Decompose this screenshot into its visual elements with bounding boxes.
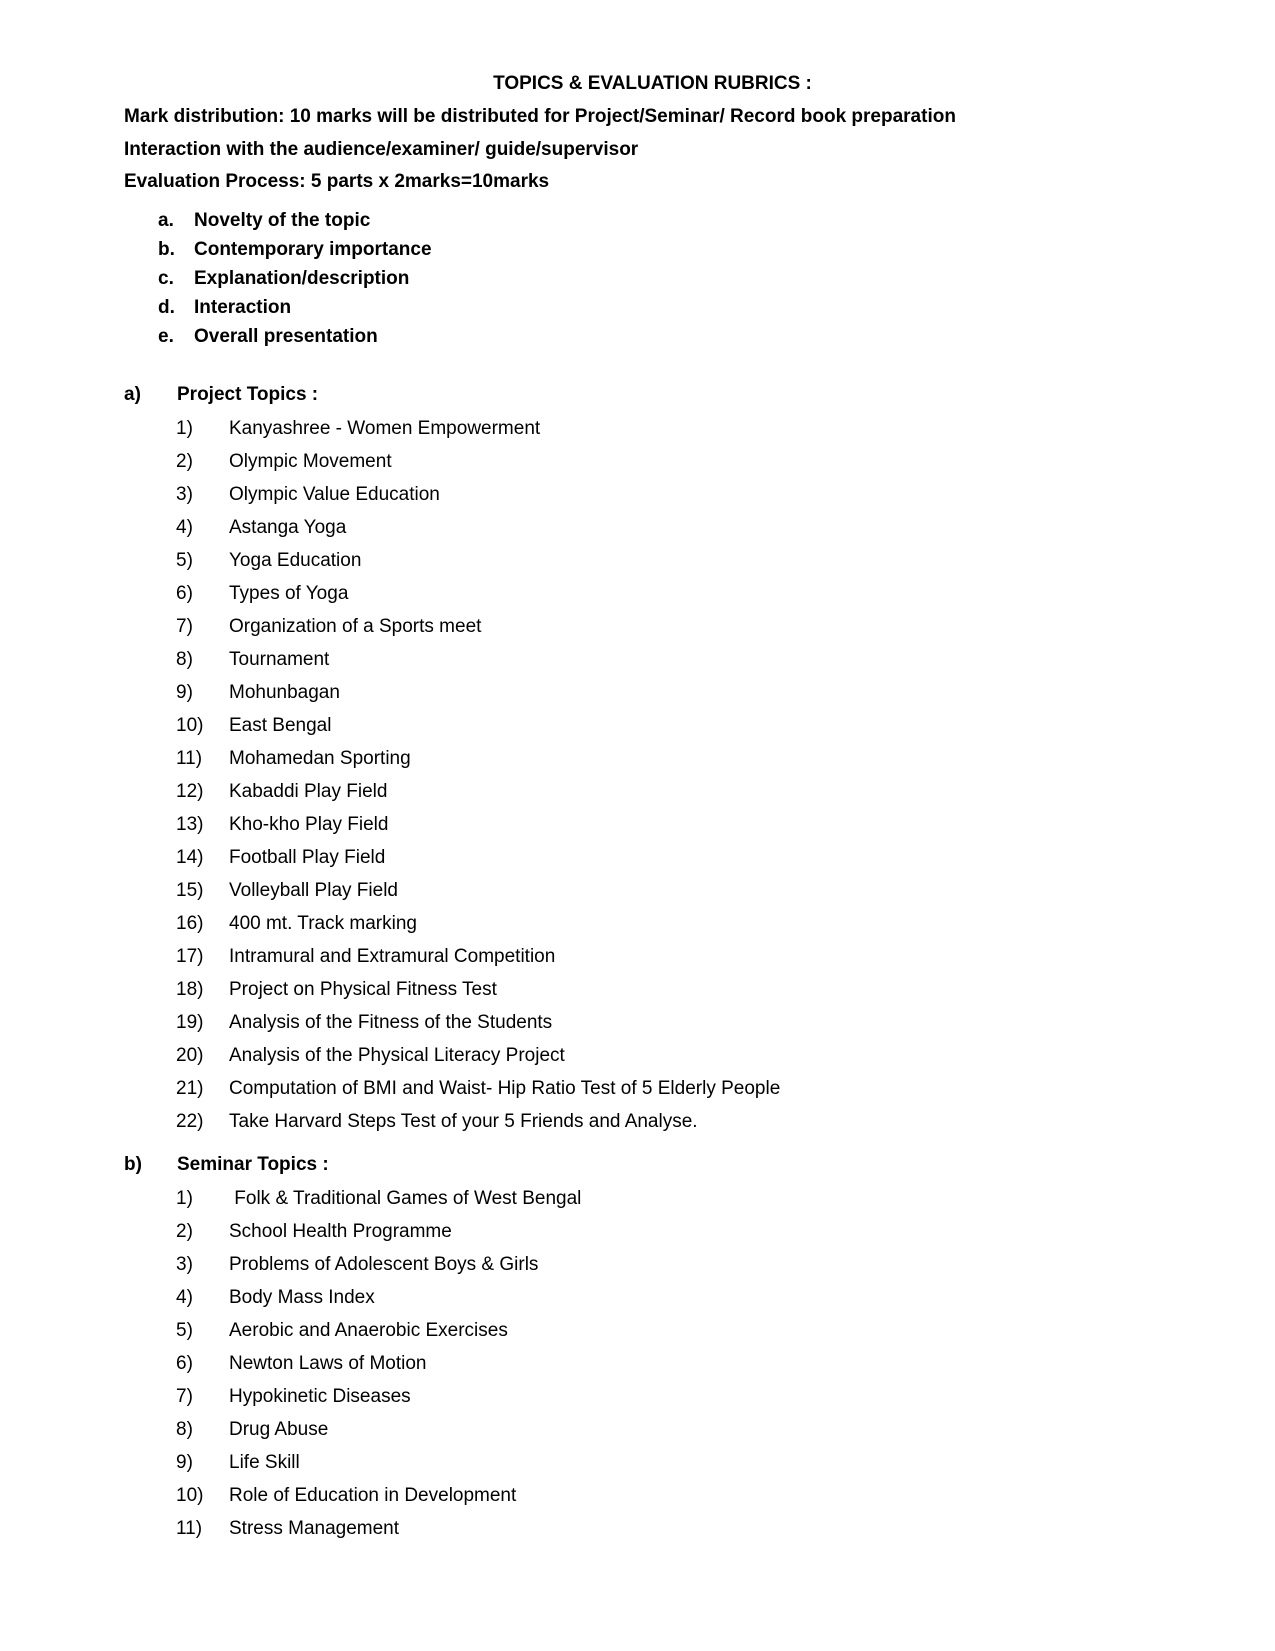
- topic-label: Types of Yoga: [229, 582, 349, 604]
- topic-number: 7): [176, 1385, 193, 1407]
- topic-label: Kho-kho Play Field: [229, 813, 389, 835]
- list-item: [176, 1479, 581, 1512]
- topic-label: Analysis of the Physical Literacy Project: [229, 1044, 565, 1066]
- topic-label: Olympic Movement: [229, 450, 392, 472]
- topic-label: Mohunbagan: [229, 681, 340, 703]
- topic-number: 5): [176, 549, 193, 571]
- topic-label: Life Skill: [229, 1451, 300, 1473]
- topic-number: 4): [176, 1286, 193, 1308]
- topic-number: 2): [176, 450, 193, 472]
- topic-number: 5): [176, 1319, 193, 1341]
- list-item: [176, 1248, 581, 1281]
- topic-label: Kanyashree - Women Empowerment: [229, 417, 541, 439]
- topic-number: 10): [176, 714, 204, 736]
- section-letter: a): [124, 384, 141, 405]
- project-topics-heading: [124, 383, 318, 407]
- topic-number: 13): [176, 813, 204, 835]
- criteria-letter: a.: [158, 209, 174, 231]
- project-topic-list: [176, 412, 780, 1138]
- list-item: [176, 1314, 581, 1347]
- topic-number: 21): [176, 1077, 204, 1099]
- list-item: [176, 643, 780, 676]
- topic-label: Volleyball Play Field: [229, 879, 398, 901]
- topic-number: 8): [176, 1418, 193, 1440]
- list-item: [176, 742, 780, 775]
- list-item: [176, 1413, 581, 1446]
- list-item: [176, 610, 780, 643]
- topic-number: 16): [176, 912, 204, 934]
- list-item: [176, 874, 780, 907]
- topic-number: 1): [176, 1187, 193, 1209]
- topic-label: Astanga Yoga: [229, 516, 347, 538]
- criteria-item: [158, 235, 432, 264]
- list-item: [176, 577, 780, 610]
- list-item: [176, 1039, 780, 1072]
- list-item: [176, 1347, 581, 1380]
- topic-label: Computation of BMI and Waist- Hip Ratio Test of 5 Elderly People: [229, 1077, 781, 1099]
- list-item: [176, 478, 780, 511]
- section-letter: b): [124, 1154, 142, 1175]
- topic-number: 4): [176, 516, 193, 538]
- topic-number: 10): [176, 1484, 204, 1506]
- topic-number: 9): [176, 681, 193, 703]
- criteria-list: [158, 206, 432, 351]
- topic-number: 3): [176, 483, 193, 505]
- criteria-item: [158, 206, 432, 235]
- topic-number: 22): [176, 1110, 204, 1132]
- list-item: [176, 1215, 581, 1248]
- list-item: [176, 775, 780, 808]
- topic-number: 2): [176, 1220, 193, 1242]
- topic-number: 6): [176, 582, 193, 604]
- topic-number: 15): [176, 879, 204, 901]
- list-item: [176, 940, 780, 973]
- topic-number: 11): [176, 747, 203, 769]
- topic-label: Folk & Traditional Games of West Bengal: [229, 1187, 582, 1209]
- mark-distribution: Mark distribution: 10 marks will be distributed for Project/Seminar/ Record book preparation: [124, 106, 956, 127]
- list-item: [176, 973, 780, 1006]
- topic-number: 9): [176, 1451, 193, 1473]
- topic-label: East Bengal: [229, 714, 332, 736]
- topic-number: 12): [176, 780, 204, 802]
- topic-label: Drug Abuse: [229, 1418, 329, 1440]
- list-item: [176, 1281, 581, 1314]
- list-item: [176, 445, 780, 478]
- criteria-item: [158, 322, 432, 351]
- list-item: [176, 1006, 780, 1039]
- topic-label: Mohamedan Sporting: [229, 747, 411, 769]
- criteria-item: [158, 264, 432, 293]
- topic-label: Project on Physical Fitness Test: [229, 978, 497, 1000]
- seminar-topics-heading: [124, 1153, 329, 1177]
- topic-label: Newton Laws of Motion: [229, 1352, 427, 1374]
- list-item: [176, 1105, 780, 1138]
- topic-label: Tournament: [229, 648, 330, 670]
- topic-number: 1): [176, 417, 193, 439]
- criteria-letter: e.: [158, 325, 174, 347]
- criteria-letter: c.: [158, 267, 174, 289]
- section-title: Seminar Topics :: [177, 1154, 329, 1175]
- topic-number: 11): [176, 1517, 203, 1539]
- topic-label: Aerobic and Anaerobic Exercises: [229, 1319, 508, 1341]
- evaluation-process: Evaluation Process: 5 parts x 2marks=10marks: [124, 171, 550, 192]
- topic-number: 18): [176, 978, 204, 1000]
- topic-number: 17): [176, 945, 204, 967]
- topic-label: Yoga Education: [229, 549, 362, 571]
- page-title: TOPICS & EVALUATION RUBRICS :: [493, 73, 812, 94]
- list-item: [176, 907, 780, 940]
- list-item: [176, 511, 780, 544]
- list-item: [176, 1446, 581, 1479]
- topic-label: Problems of Adolescent Boys & Girls: [229, 1253, 539, 1275]
- list-item: [176, 676, 780, 709]
- topic-number: 7): [176, 615, 193, 637]
- interaction-line: Interaction with the audience/examiner/ guide/supervisor: [124, 139, 639, 160]
- seminar-topic-list: [176, 1182, 581, 1545]
- topic-number: 20): [176, 1044, 204, 1066]
- list-item: [176, 709, 780, 742]
- topic-label: Olympic Value Education: [229, 483, 440, 505]
- topic-number: 8): [176, 648, 193, 670]
- criteria-item: [158, 293, 432, 322]
- topic-label: Football Play Field: [229, 846, 386, 868]
- list-item: [176, 544, 780, 577]
- topic-number: 3): [176, 1253, 193, 1275]
- criteria-label: Overall presentation: [194, 325, 378, 347]
- list-item: [176, 841, 780, 874]
- topic-label: Hypokinetic Diseases: [229, 1385, 411, 1407]
- topic-label: Role of Education in Development: [229, 1484, 517, 1506]
- criteria-label: Novelty of the topic: [194, 209, 371, 231]
- list-item: [176, 1072, 780, 1105]
- list-item: [176, 1512, 581, 1545]
- criteria-letter: d.: [158, 296, 175, 318]
- list-item: [176, 412, 780, 445]
- topic-label: School Health Programme: [229, 1220, 452, 1242]
- criteria-letter: b.: [158, 238, 175, 260]
- topic-label: Analysis of the Fitness of the Students: [229, 1011, 553, 1033]
- list-item: [176, 1380, 581, 1413]
- criteria-label: Explanation/description: [194, 267, 410, 289]
- list-item: [176, 1182, 581, 1215]
- topic-label: Kabaddi Play Field: [229, 780, 388, 802]
- list-item: [176, 808, 780, 841]
- topic-label: Intramural and Extramural Competition: [229, 945, 556, 967]
- topic-number: 6): [176, 1352, 193, 1374]
- criteria-label: Contemporary importance: [194, 238, 432, 260]
- topic-number: 19): [176, 1011, 204, 1033]
- topic-label: 400 mt. Track marking: [229, 912, 417, 934]
- topic-label: Organization of a Sports meet: [229, 615, 482, 637]
- topic-number: 14): [176, 846, 204, 868]
- criteria-label: Interaction: [194, 296, 292, 318]
- section-title: Project Topics :: [177, 384, 319, 405]
- topic-label: Stress Management: [229, 1517, 400, 1539]
- topic-label: Take Harvard Steps Test of your 5 Friends and Analyse.: [229, 1110, 698, 1132]
- topic-label: Body Mass Index: [229, 1286, 375, 1308]
